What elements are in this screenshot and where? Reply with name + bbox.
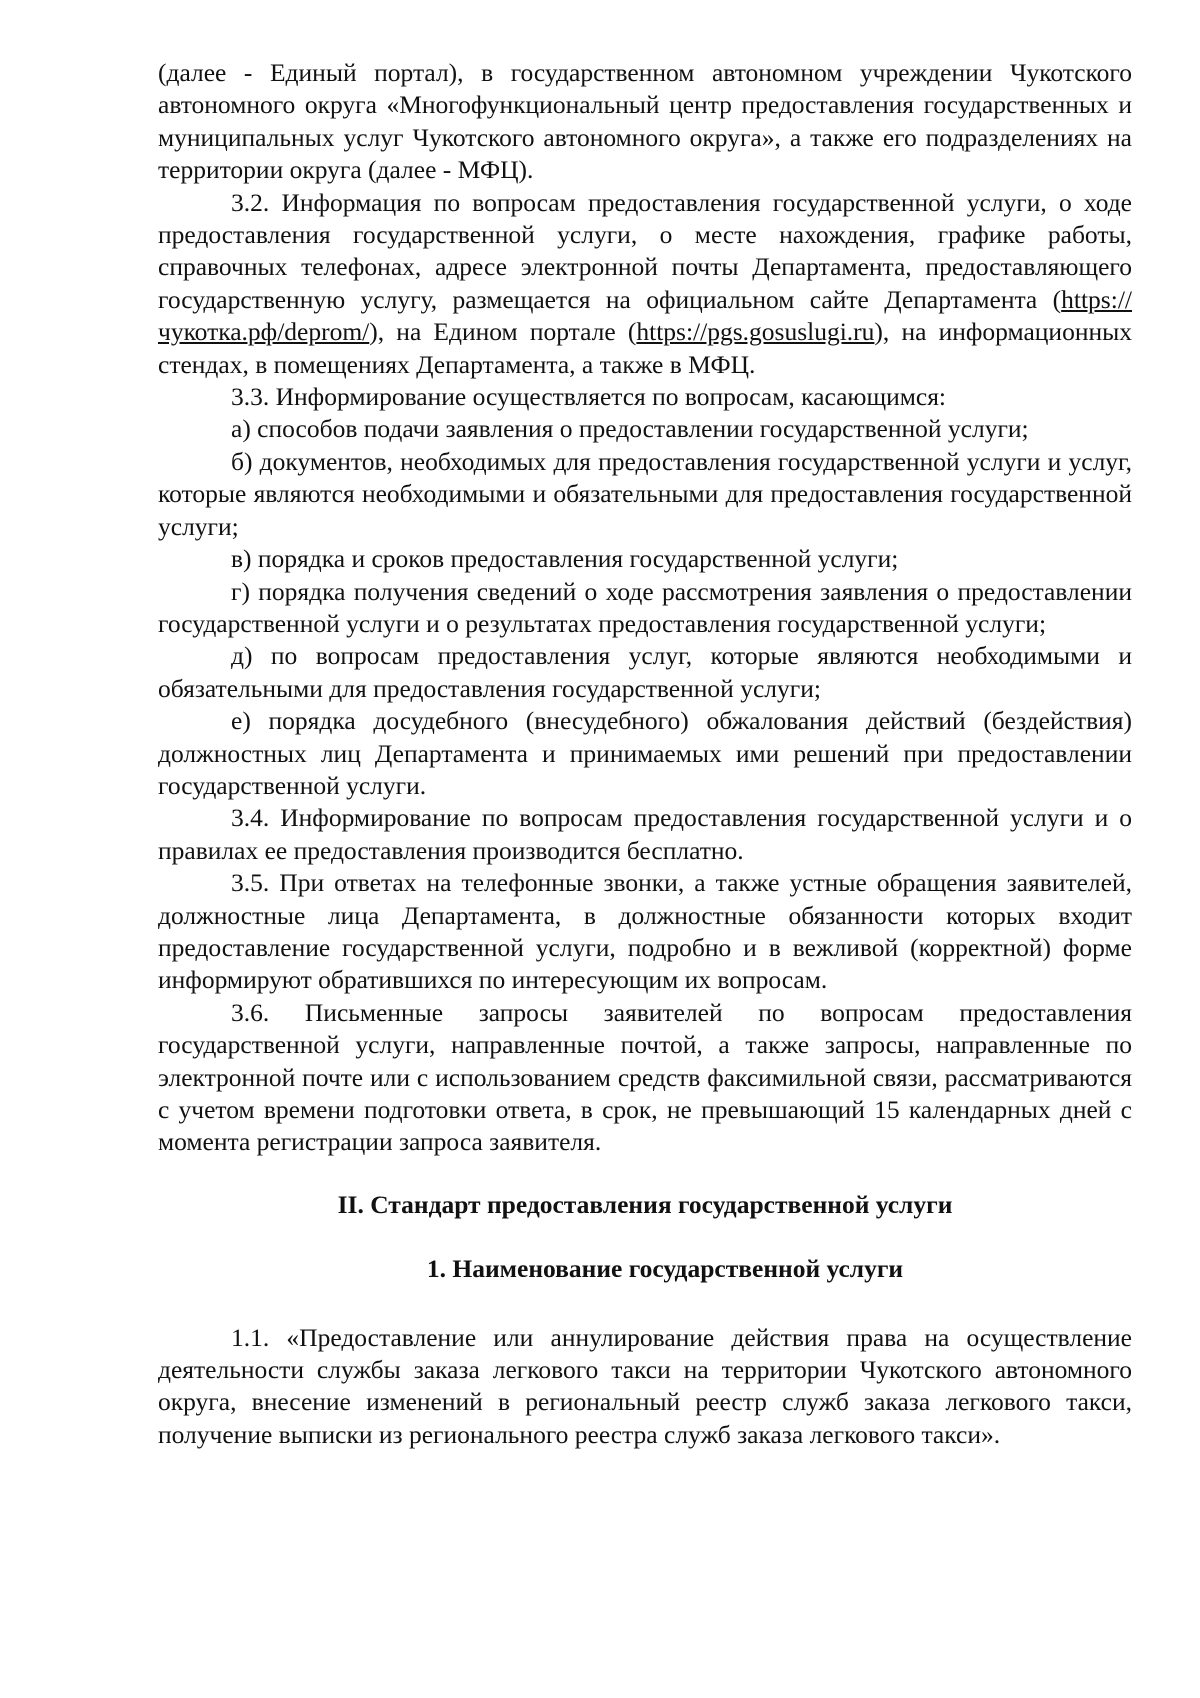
section-heading: II. Стандарт предоставления государственной услуги [337, 1189, 953, 1219]
paragraph-continuation: (далее - Единый портал), в государственном автономном учреждении Чукотского автономного округа «Многофункциональный центр предоставления государственных и муниципальных услуг Чукотского автономного округа», а также его подразделениях на территории округа (далее - МФЦ). [158, 58, 1132, 185]
subsection-heading: 1. Наименование государственной услуги [426, 1254, 904, 1284]
paragraph-3-2-text-middle: ), на Едином портале ( [369, 317, 637, 347]
department-site-link[interactable]: https://чукотка.рф/deprom/ [158, 284, 1132, 347]
paragraph-3-4: 3.4. Информирование по вопросам предоставления государственной услуги и о правилах ее предоставления производится бесплатно. [158, 803, 1132, 865]
paragraph-3-2-text-end: ), на информационных стендах, в помещениях Департамента, а также в МФЦ. [158, 317, 1133, 379]
list-item-b: б) документов, необходимых для предоставления государственной услуги и услуг, которые являются необходимыми и обязательными для предоставления государственной услуги; [158, 446, 1132, 541]
paragraph-3-3: 3.3. Информирование осуществляется по вопросам, касающимся: [231, 382, 947, 412]
list-item-v: в) порядка и сроков предоставления государственной услуги; [231, 544, 899, 574]
list-item-e: е) порядка досудебного (внесудебного) обжалования действий (бездействия) должностных лиц Департамента и принимаемых ими решений при предоставлении государственной услуги. [158, 706, 1132, 800]
paragraph-1-1: 1.1. «Предоставление или аннулирование действия права на осуществление деятельности службы заказа легкового такси на территории Чукотского автономного округа, внесение изменений в региональный реестр служб заказа легкового такси, получение выписки из регионального реестра служб заказа легкового такси». [158, 1322, 1132, 1449]
paragraph-3-2-text-start: 3.2. Информация по вопросам предоставления государственной услуги, о ходе предоставления государственной услуги, о месте нахождения, графике работы, справочных телефонах, адресе электронной почты Департамента, предоставляющего государственную услугу, размещается на официальном сайте Департамента ( [158, 187, 1132, 314]
list-item-d: д) по вопросам предоставления услуг, которые являются необходимыми и обязательными для предоставления государственной услуги; [158, 641, 1132, 703]
gosuslugi-portal-link[interactable]: https://pgs.gosuslugi.ru [636, 317, 875, 347]
paragraph-3-2 [158, 187, 1132, 381]
list-item-g: г) порядка получения сведений о ходе рассмотрения заявления о предоставлении государственной услуги и о результатах предоставления государственной услуги; [158, 576, 1132, 638]
paragraph-3-6: 3.6. Письменные запросы заявителей по вопросам предоставления государственной услуги, направленные почтой, а также запросы, направленные по электронной почте или с использованием средств факсимильной связи, рассматриваются с учетом времени подготовки ответа, в срок, не превышающий 15 календарных дней с момента регистрации запроса заявителя. [158, 997, 1132, 1157]
paragraph-3-5: 3.5. При ответах на телефонные звонки, а также устные обращения заявителей, должностные лица Департамента, в должностные обязанности которых входит предоставление государственной услуги, подробно и в вежливой (корректной) форме информируют обратившихся по интересующим их вопросам. [158, 868, 1132, 995]
list-item-a: а) способов подачи заявления о предоставлении государственной услуги; [231, 414, 1029, 444]
